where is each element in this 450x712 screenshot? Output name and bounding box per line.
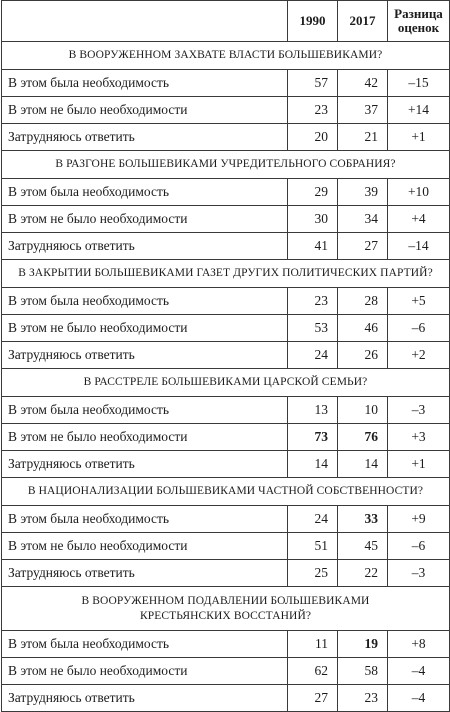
value-difference: –3 [388, 560, 450, 587]
value-1990: 29 [288, 179, 338, 206]
table-row [2, 70, 450, 97]
answer-label: Затрудняюсь ответить [2, 342, 288, 369]
table-row [2, 533, 450, 560]
header-difference: Разница оценок [388, 1, 450, 42]
value-difference: +5 [388, 288, 450, 315]
value-1990: 13 [288, 397, 338, 424]
answer-label: В этом была необходимость [2, 288, 288, 315]
table-row [2, 560, 450, 587]
value-2017: 19 [338, 631, 388, 658]
table-row [2, 685, 450, 712]
question-text: В НАЦИОНАЛИЗАЦИИ БОЛЬШЕВИКАМИ ЧАСТНОЙ СОБСТВЕННОСТИ? [2, 478, 450, 506]
value-2017: 21 [338, 124, 388, 151]
value-difference: –15 [388, 70, 450, 97]
value-1990: 20 [288, 124, 338, 151]
value-difference: –6 [388, 533, 450, 560]
value-2017: 27 [338, 233, 388, 260]
question-row [2, 260, 450, 288]
value-1990: 24 [288, 506, 338, 533]
table-row [2, 658, 450, 685]
value-difference: +1 [388, 451, 450, 478]
value-2017: 14 [338, 451, 388, 478]
question-text: В РАССТРЕЛЕ БОЛЬШЕВИКАМИ ЦАРСКОЙ СЕМЬИ? [2, 369, 450, 397]
value-2017: 45 [338, 533, 388, 560]
question-row [2, 478, 450, 506]
answer-label: В этом была необходимость [2, 179, 288, 206]
header-year-2017: 2017 [338, 1, 388, 42]
value-difference: –14 [388, 233, 450, 260]
value-1990: 57 [288, 70, 338, 97]
header-blank-cell [2, 1, 288, 42]
value-1990: 25 [288, 560, 338, 587]
survey-table [1, 0, 450, 712]
value-1990: 41 [288, 233, 338, 260]
answer-label: В этом не было необходимости [2, 424, 288, 451]
value-2017: 39 [338, 179, 388, 206]
value-1990: 51 [288, 533, 338, 560]
question-row [2, 42, 450, 70]
table-row [2, 342, 450, 369]
question-text: В ВООРУЖЕННОМ ЗАХВАТЕ ВЛАСТИ БОЛЬШЕВИКАМИ? [2, 42, 450, 70]
value-1990: 53 [288, 315, 338, 342]
question-text: В РАЗГОНЕ БОЛЬШЕВИКАМИ УЧРЕДИТЕЛЬНОГО СОБРАНИЯ? [2, 151, 450, 179]
value-difference: +4 [388, 206, 450, 233]
value-2017: 22 [338, 560, 388, 587]
table-row [2, 288, 450, 315]
value-1990: 62 [288, 658, 338, 685]
value-difference: +14 [388, 97, 450, 124]
answer-label: В этом не было необходимости [2, 97, 288, 124]
value-difference: –4 [388, 685, 450, 712]
value-1990: 24 [288, 342, 338, 369]
value-difference: –6 [388, 315, 450, 342]
answer-label: Затрудняюсь ответить [2, 451, 288, 478]
value-1990: 23 [288, 288, 338, 315]
answer-label: В этом не было необходимости [2, 206, 288, 233]
value-difference: +3 [388, 424, 450, 451]
answer-label: В этом была необходимость [2, 397, 288, 424]
value-1990: 30 [288, 206, 338, 233]
value-2017: 34 [338, 206, 388, 233]
value-2017: 42 [338, 70, 388, 97]
value-1990: 73 [288, 424, 338, 451]
value-1990: 11 [288, 631, 338, 658]
table-row [2, 179, 450, 206]
question-text: В ЗАКРЫТИИ БОЛЬШЕВИКАМИ ГАЗЕТ ДРУГИХ ПОЛИТИЧЕСКИХ ПАРТИЙ? [2, 260, 450, 288]
value-2017: 46 [338, 315, 388, 342]
question-line-1: В ВООРУЖЕННОМ ПОДАВЛЕНИИ БОЛЬШЕВИКАМИ [81, 594, 370, 607]
answer-label: В этом была необходимость [2, 506, 288, 533]
question-row [2, 151, 450, 179]
value-difference: –4 [388, 658, 450, 685]
value-2017: 37 [338, 97, 388, 124]
answer-label: Затрудняюсь ответить [2, 124, 288, 151]
value-1990: 27 [288, 685, 338, 712]
table-row [2, 506, 450, 533]
table-row [2, 397, 450, 424]
table-row [2, 631, 450, 658]
table-row [2, 124, 450, 151]
value-2017: 26 [338, 342, 388, 369]
value-2017: 76 [338, 424, 388, 451]
answer-label: В этом была необходимость [2, 631, 288, 658]
value-2017: 10 [338, 397, 388, 424]
value-2017: 28 [338, 288, 388, 315]
table-row [2, 233, 450, 260]
value-2017: 23 [338, 685, 388, 712]
answer-label: В этом не было необходимости [2, 315, 288, 342]
value-1990: 23 [288, 97, 338, 124]
value-difference: –3 [388, 397, 450, 424]
answer-label: В этом не было необходимости [2, 658, 288, 685]
table-row [2, 451, 450, 478]
table-row [2, 97, 450, 124]
header-row [2, 1, 450, 42]
answer-label: Затрудняюсь ответить [2, 233, 288, 260]
table-row [2, 424, 450, 451]
question-line-2: КРЕСТЬЯНСКИХ ВОССТАНИЙ? [139, 609, 312, 622]
question-row [2, 369, 450, 397]
header-year-1990: 1990 [288, 1, 338, 42]
answer-label: В этом не было необходимости [2, 533, 288, 560]
value-2017: 33 [338, 506, 388, 533]
value-difference: +1 [388, 124, 450, 151]
value-difference: +10 [388, 179, 450, 206]
answer-label: В этом была необходимость [2, 70, 288, 97]
value-2017: 58 [338, 658, 388, 685]
value-difference: +8 [388, 631, 450, 658]
value-difference: +2 [388, 342, 450, 369]
answer-label: Затрудняюсь ответить [2, 685, 288, 712]
table-row [2, 206, 450, 233]
question-row [2, 587, 450, 631]
table-row [2, 315, 450, 342]
answer-label: Затрудняюсь ответить [2, 560, 288, 587]
value-1990: 14 [288, 451, 338, 478]
question-text [2, 587, 450, 631]
value-difference: +9 [388, 506, 450, 533]
